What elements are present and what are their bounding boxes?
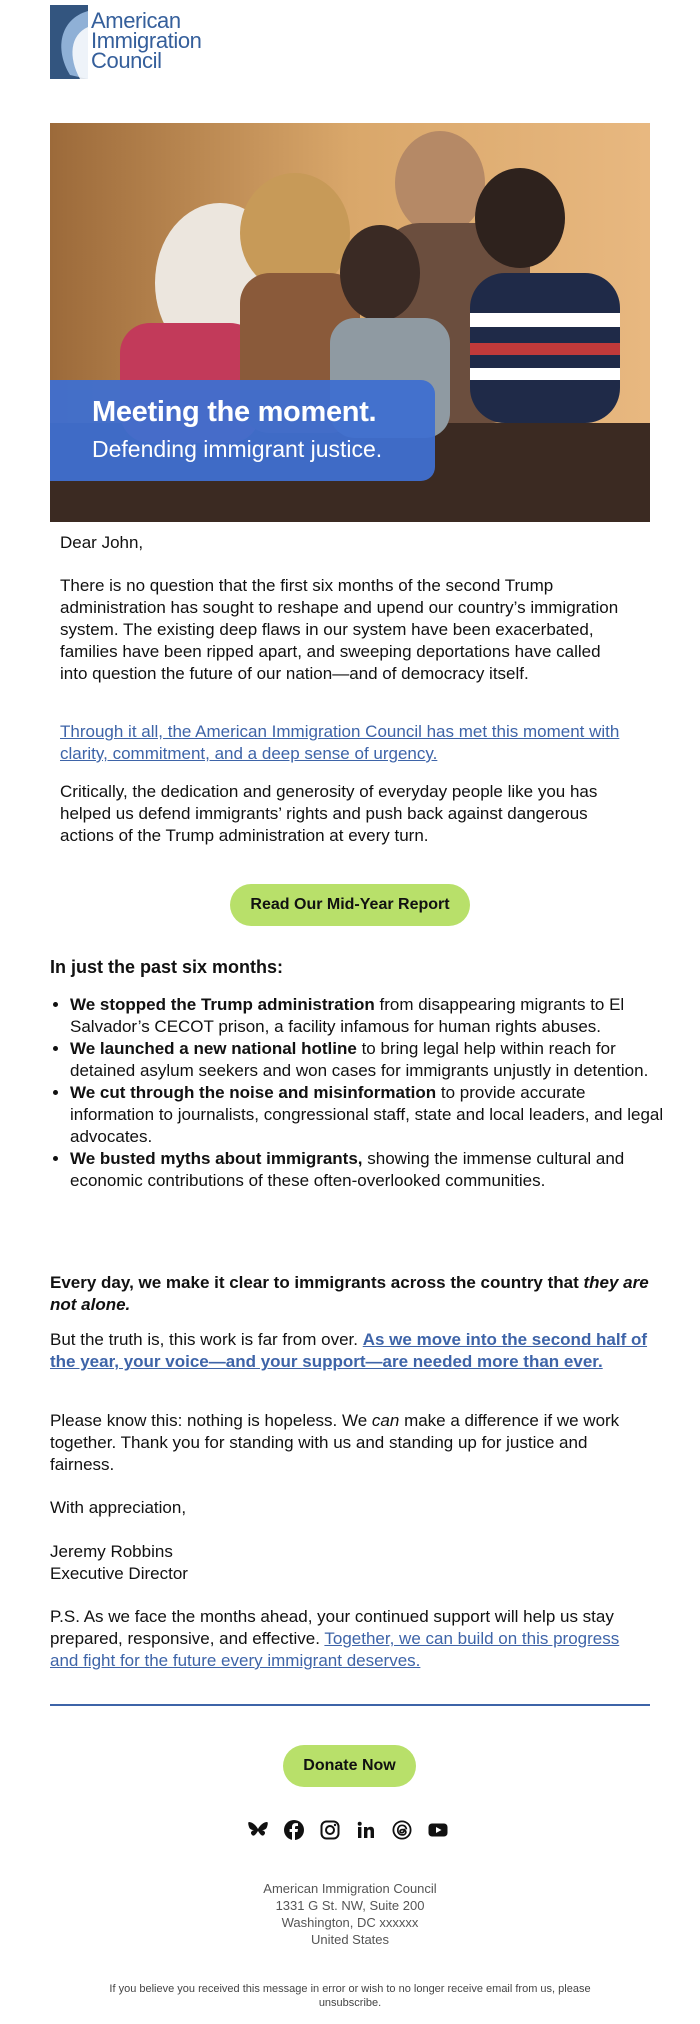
- threads-icon[interactable]: [392, 1820, 412, 1840]
- paragraph-link: [60, 721, 630, 765]
- build-progress-link[interactable]: Together, we can build on this progress and fight for the future every immigrant deserves.: [50, 1629, 620, 1670]
- greeting: Dear John,: [60, 533, 144, 552]
- instagram-icon[interactable]: [320, 1820, 340, 1840]
- facebook-icon[interactable]: [284, 1820, 304, 1840]
- hero-image[interactable]: [50, 123, 650, 522]
- youtube-icon[interactable]: [428, 1820, 448, 1840]
- org-logo[interactable]: [50, 5, 210, 79]
- signer-name: Jeremy Robbins: [50, 1542, 173, 1561]
- support-needed-link[interactable]: As we move into the second half of the year, your voice—and your support—are needed more than ever.: [50, 1330, 648, 1371]
- section-heading: In just the past six months:: [50, 957, 284, 977]
- bluesky-icon[interactable]: [248, 1820, 268, 1840]
- read-report-button[interactable]: Read Our Mid-Year Report: [230, 884, 470, 926]
- list-item: • We stopped the Trump administration from disappearing migrants to El Salvador’s CECOT prison, a facility infamous for human rights abuses.: [70, 994, 670, 1038]
- org-logo-text: American Immigration Council: [91, 8, 202, 73]
- list-item: • We busted myths about immigrants, showing the immense cultural and economic contributions of these often-overlooked communities.: [70, 1148, 670, 1192]
- footer-city: Washington, DC xxxxxx: [281, 1915, 419, 1930]
- footer-street: 1331 G St. NW, Suite 200: [275, 1898, 425, 1913]
- footer-address: [150, 1880, 550, 1948]
- linkedin-icon[interactable]: [356, 1820, 376, 1840]
- every-day-statement: Every day, we make it clear to immigrants across the country that they are not alone.: [50, 1273, 649, 1314]
- donate-button[interactable]: Donate Now: [283, 1745, 416, 1787]
- paragraph-dedication: Critically, the dedication and generosity of everyday people like you has helped us defend immigrants’ rights and push back against dangerous actions of the Trump administration at every turn.: [60, 782, 598, 845]
- hero-subtitle: Defending immigrant justice.: [92, 436, 383, 462]
- footer-org: American Immigration Council: [263, 1881, 437, 1896]
- council-met-moment-link[interactable]: Through it all, the American Immigration Council has met this moment with clarity, commitment, and a deep sense of urgency.: [60, 722, 620, 763]
- divider: [50, 1704, 650, 1706]
- paragraph-hope: Please know this: nothing is hopeless. We can make a difference if we work together. Thank you for standing with us and standing up for justice and fairness.: [50, 1411, 620, 1474]
- accomplishments-list: [50, 994, 670, 1192]
- paragraph-intro: There is no question that the first six months of the second Trump administration has sought to reshape and upend our country’s immigration system. The existing deep flaws in our system have been exacerbated, families have been ripped apart, and sweeping deportations have called into question the future of our nation—and of democracy itself.: [60, 576, 619, 683]
- logo-swoosh-icon: [50, 5, 90, 79]
- list-item: • We cut through the noise and misinformation to provide accurate information to journalists, congressional staff, state and local leaders, and legal advocates.: [70, 1082, 670, 1148]
- paragraph-truth: But the truth is, this work is far from over. As we move into the second half of the year, your voice—and your support—are needed more than ever.: [50, 1330, 648, 1371]
- hero-title: Meeting the moment.: [92, 396, 377, 428]
- unsubscribe-notice[interactable]: If you believe you received this message in error or wish to no longer receive email from us, please unsubscribe.: [109, 1983, 591, 2009]
- postscript: P.S. As we face the months ahead, your continued support will help us stay prepared, responsive, and effective. Together, we can build on this progress and fight for the future every immigrant deserves.: [50, 1607, 620, 1670]
- list-item: • We launched a new national hotline to bring legal help within reach for detained asylum seekers and won cases for immigrants unjustly in detention.: [70, 1038, 670, 1082]
- social-links: [248, 1820, 448, 1840]
- signoff: With appreciation,: [50, 1498, 187, 1517]
- footer-country: United States: [310, 1932, 390, 1947]
- signer-title: Executive Director: [50, 1564, 188, 1583]
